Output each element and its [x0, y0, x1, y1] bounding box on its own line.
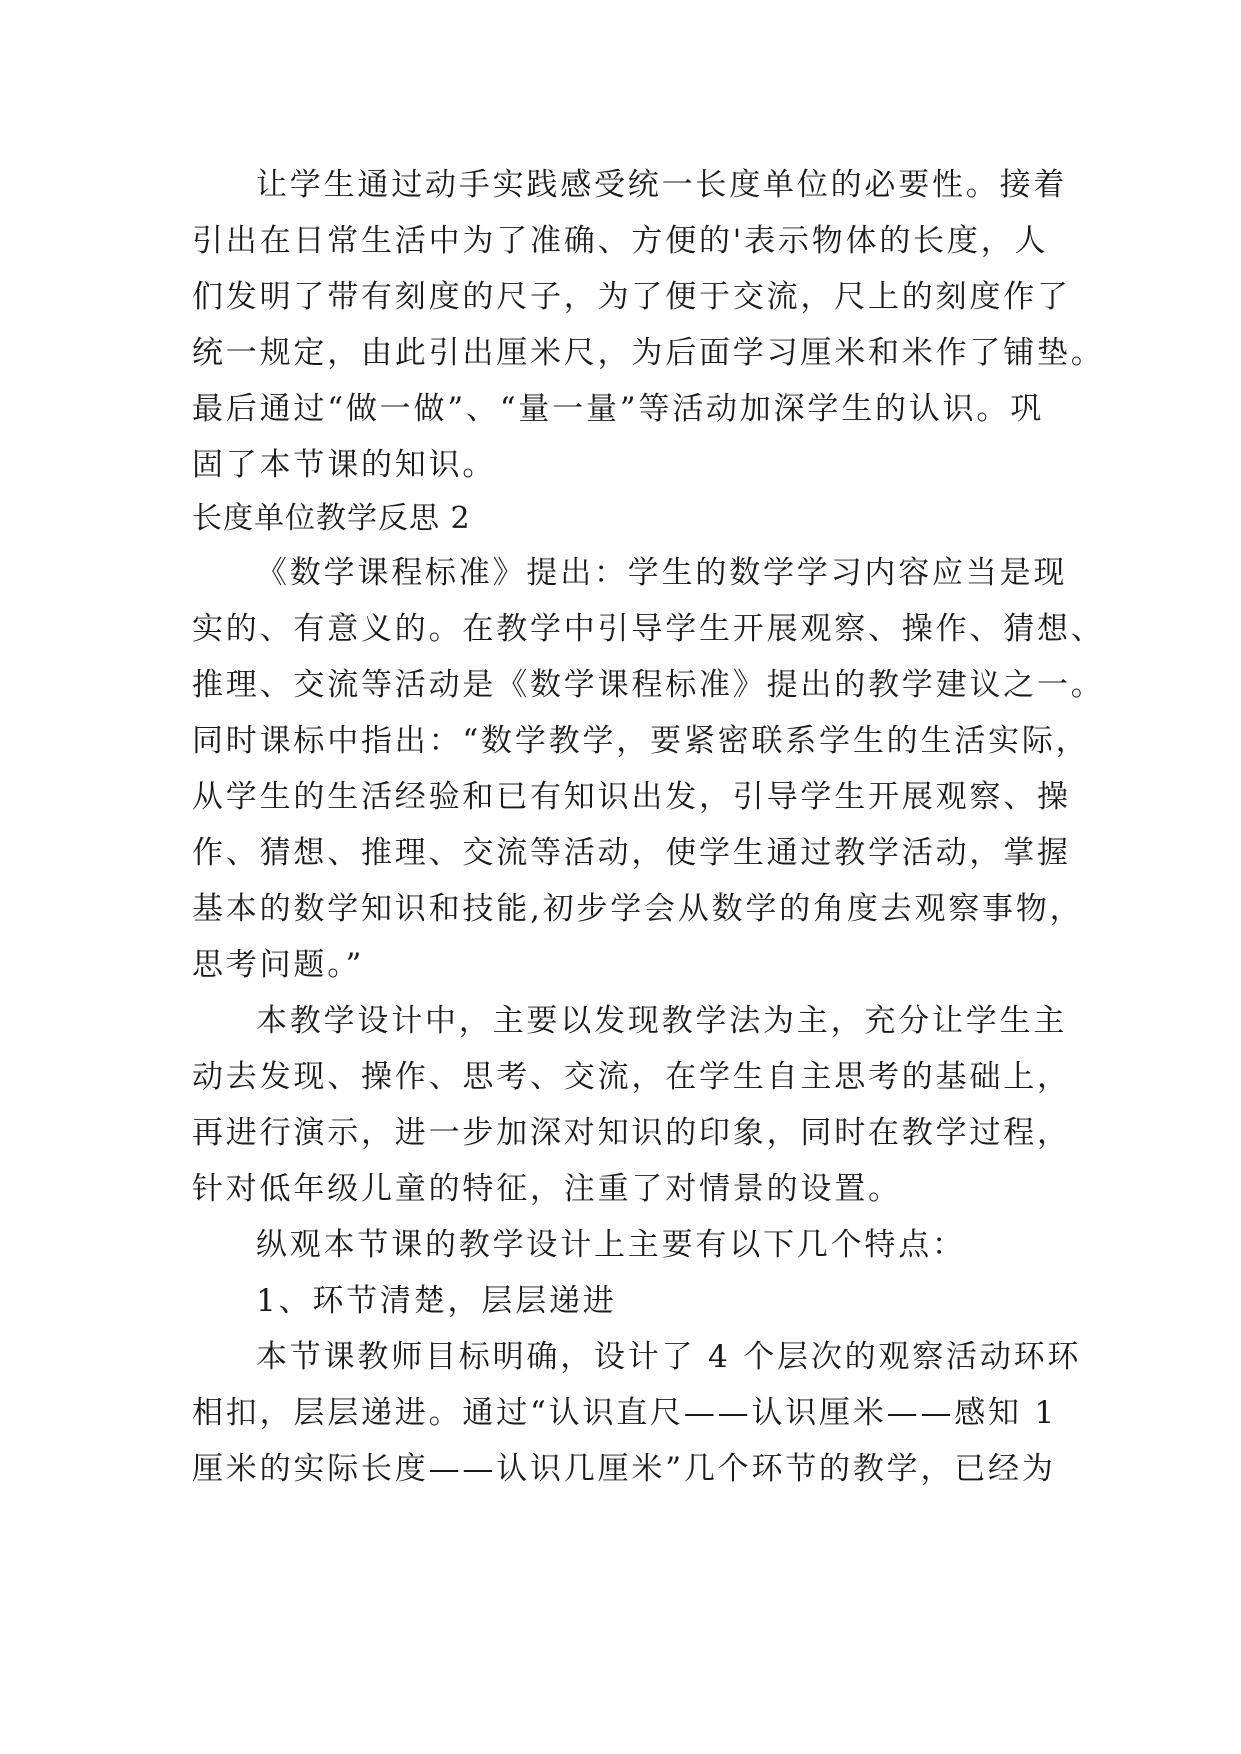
section-heading: 长度单位教学反思 2	[192, 501, 471, 536]
paragraph-line: 最后通过“做一做”、“量一量”等活动加深学生的认识。巩	[192, 391, 1044, 427]
paragraph-line: 纵观本节课的教学设计上主要有以下几个特点：	[256, 1227, 966, 1263]
paragraph-line: 本节课教师目标明确，设计了 4 个层次的观察活动环环	[256, 1339, 1082, 1375]
paragraph-line: 本教学设计中，主要以发现教学法为主，充分让学生主	[256, 1003, 1068, 1039]
list-item-heading: 1、环节清楚，层层递进	[256, 1283, 617, 1319]
paragraph-line: 厘米的实际长度——认识几厘米”几个环节的教学，已经为	[192, 1451, 1056, 1487]
paragraph-line: 再进行演示，进一步加深对知识的印象，同时在教学过程，	[192, 1115, 1071, 1151]
paragraph-line: 作、猜想、推理、交流等活动，使学生通过教学活动，掌握	[192, 835, 1071, 871]
paragraph-line: 同时课标中指出：“数学教学，要紧密联系学生的生活实际，	[192, 723, 1090, 759]
paragraph-line: 固了本节课的知识。	[192, 447, 497, 483]
paragraph-line: 基本的数学知识和技能,初步学会从数学的角度去观察事物，	[192, 891, 1084, 927]
paragraph-line: 相扣，层层递进。通过“认识直尺——认识厘米——感知 1	[192, 1395, 1058, 1431]
paragraph-line: 《数学课程标准》提出：学生的数学学习内容应当是现	[256, 555, 1068, 591]
paragraph-line: 针对低年级儿童的特征，注重了对情景的设置。	[192, 1171, 902, 1207]
paragraph-line: 统一规定，由此引出厘米尺，为后面学习厘米和米作了铺垫。	[192, 335, 1105, 371]
paragraph-line: 们发明了带有刻度的尺子，为了便于交流，尺上的刻度作了	[192, 279, 1071, 315]
paragraph-line: 从学生的生活经验和已有知识出发，引导学生开展观察、操	[192, 779, 1071, 815]
paragraph-line: 让学生通过动手实践感受统一长度单位的必要性。接着	[256, 167, 1068, 203]
paragraph-line: 思考问题。”	[192, 947, 365, 983]
paragraph-line: 引出在日常生活中为了准确、方便的'表示物体的长度，人	[192, 223, 1049, 259]
paragraph-line: 推理、交流等活动是《数学课程标准》提出的教学建议之一。	[192, 667, 1105, 703]
paragraph-line: 实的、有意义的。在教学中引导学生开展观察、操作、猜想、	[192, 611, 1105, 647]
paragraph-line: 动去发现、操作、思考、交流，在学生自主思考的基础上，	[192, 1059, 1071, 1095]
